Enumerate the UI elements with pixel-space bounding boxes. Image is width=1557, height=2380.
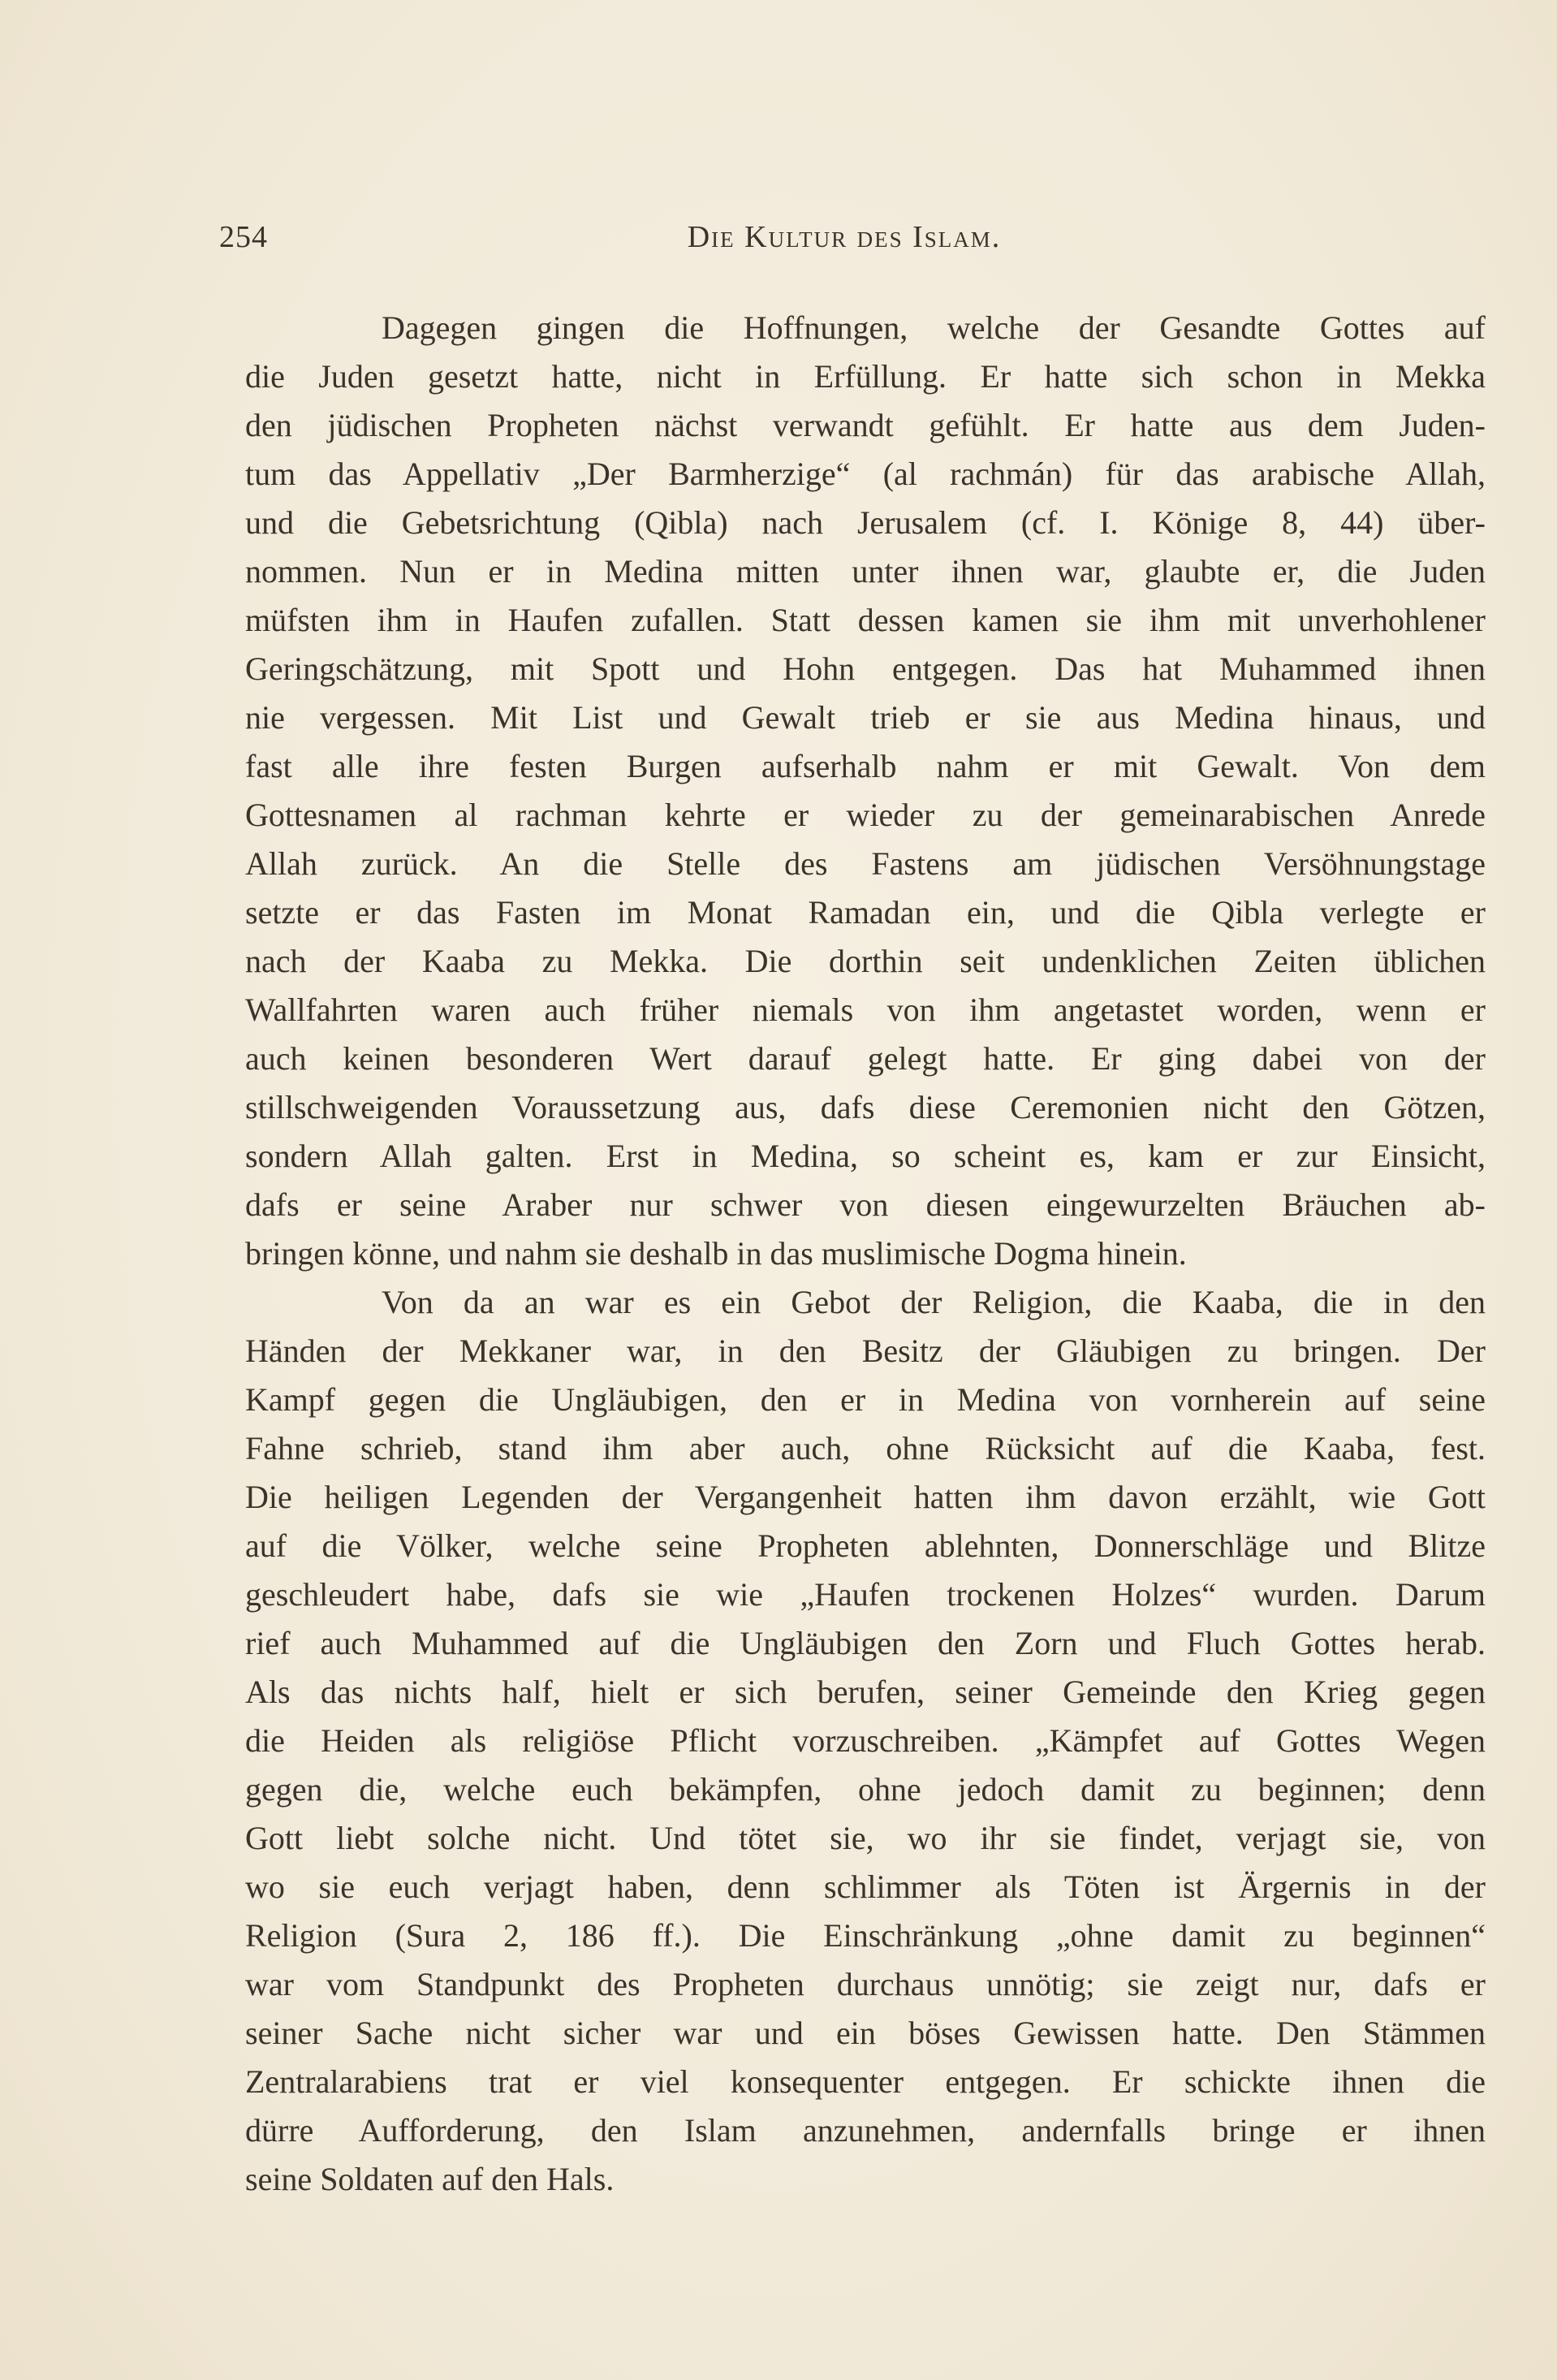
page-header [219, 219, 1469, 268]
paragraph-2 [245, 1278, 1486, 2204]
text-line: Als das nichts half, hielt er sich berufen, seiner Gemeinde den Krieg gegen [245, 1674, 1486, 1710]
text-line: Wallfahrten waren auch früher niemals von ihm angetastet worden, wenn er [245, 991, 1486, 1028]
text-line: setzte er das Fasten im Monat Ramadan ein, und die Qibla verlegte er [245, 894, 1486, 931]
text-line: sondern Allah galten. Erst in Medina, so scheint es, kam er zur Einsicht, [245, 1138, 1486, 1174]
text-line: Gottesnamen al rachman kehrte er wieder zu der gemeinarabischen Anrede [245, 797, 1486, 833]
running-title: Die Kultur des Islam. [687, 220, 1002, 254]
text-line: fast alle ihre festen Burgen aufserhalb nahm er mit Gewalt. Von dem [245, 748, 1486, 784]
text-line: Von da an war es ein Gebot der Religion, die Kaaba, die in den [382, 1284, 1486, 1320]
text-line: die Juden gesetzt hatte, nicht in Erfüllung. Er hatte sich schon in Mekka [245, 358, 1486, 395]
text-line: Allah zurück. An die Stelle des Fastens am jüdischen Versöhnungstage [245, 845, 1486, 882]
text-line: stillschweigenden Voraussetzung aus, dafs diese Ceremonien nicht den Götzen, [245, 1089, 1486, 1125]
text-line: Dagegen gingen die Hoffnungen, welche der Gesandte Gottes auf [382, 309, 1486, 346]
text-line: geschleudert habe, dafs sie wie „Haufen trockenen Holzes“ wurden. Darum [245, 1576, 1486, 1613]
text-line: Gott liebt solche nicht. Und tötet sie, wo ihr sie findet, verjagt sie, von [245, 1820, 1486, 1856]
text-line: müfsten ihm in Haufen zufallen. Statt dessen kamen sie ihm mit unverhohlener [245, 602, 1486, 638]
text-line: und die Gebetsrichtung (Qibla) nach Jerusalem (cf. I. Könige 8, 44) über- [245, 504, 1486, 541]
text-line: dürre Aufforderung, den Islam anzunehmen, andernfalls bringe er ihnen [245, 2112, 1486, 2149]
text-line: auf die Völker, welche seine Propheten ablehnten, Donnerschläge und Blitze [245, 1527, 1486, 1564]
text-line: auch keinen besonderen Wert darauf gelegt hatte. Er ging dabei von der [245, 1040, 1486, 1077]
text-line: Händen der Mekkaner war, in den Besitz der Gläubigen zu bringen. Der [245, 1333, 1486, 1369]
paragraph-1 [245, 304, 1486, 1278]
text-line: wo sie euch verjagt haben, denn schlimmer als Töten ist Ärgernis in der [245, 1868, 1486, 1905]
text-line: den jüdischen Propheten nächst verwandt gefühlt. Er hatte aus dem Juden- [245, 407, 1486, 443]
text-line: dafs er seine Araber nur schwer von diesen eingewurzelten Bräuchen ab- [245, 1186, 1486, 1223]
text-line: gegen die, welche euch bekämpfen, ohne jedoch damit zu beginnen; denn [245, 1771, 1486, 1808]
text-line: tum das Appellativ „Der Barmherzige“ (al rachmán) für das arabische Allah, [245, 456, 1486, 492]
text-line: Fahne schrieb, stand ihm aber auch, ohne Rücksicht auf die Kaaba, fest. [245, 1430, 1486, 1466]
text-line: Kampf gegen die Ungläubigen, den er in Medina von vornherein auf seine [245, 1381, 1486, 1418]
text-line: seine Soldaten auf den Hals. [245, 2161, 615, 2197]
text-line: die Heiden als religiöse Pflicht vorzuschreiben. „Kämpfet auf Gottes Wegen [245, 1722, 1486, 1759]
body-text [245, 304, 1486, 2204]
page-number: 254 [219, 220, 268, 254]
text-line: seiner Sache nicht sicher war und ein böses Gewissen hatte. Den Stämmen [245, 2015, 1486, 2051]
text-line: rief auch Muhammed auf die Ungläubigen den Zorn und Fluch Gottes herab. [245, 1625, 1486, 1661]
text-line: Zentralarabiens trat er viel konsequenter entgegen. Er schickte ihnen die [245, 2063, 1486, 2100]
text-line: nach der Kaaba zu Mekka. Die dorthin seit undenklichen Zeiten üblichen [245, 943, 1486, 979]
text-line: nommen. Nun er in Medina mitten unter ihnen war, glaubte er, die Juden [245, 553, 1486, 590]
text-line: Die heiligen Legenden der Vergangenheit hatten ihm davon erzählt, wie Gott [245, 1479, 1486, 1515]
text-line: war vom Standpunkt des Propheten durchaus unnötig; sie zeigt nur, dafs er [245, 1966, 1486, 2002]
text-line: bringen könne, und nahm sie deshalb in das muslimische Dogma hinein. [245, 1235, 1187, 1272]
text-line: Geringschätzung, mit Spott und Hohn entgegen. Das hat Muhammed ihnen [245, 650, 1486, 687]
text-line: Religion (Sura 2, 186 ff.). Die Einschränkung „ohne damit zu beginnen“ [245, 1917, 1486, 1954]
text-line: nie vergessen. Mit List und Gewalt trieb er sie aus Medina hinaus, und [245, 699, 1486, 736]
